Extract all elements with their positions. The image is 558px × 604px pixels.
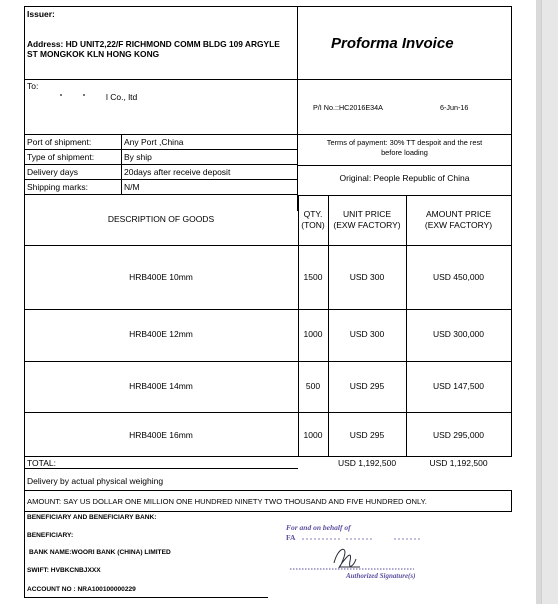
item-description: HRB400E 14mm	[129, 381, 193, 391]
company-stamp	[282, 519, 442, 585]
field-value: By ship	[124, 152, 152, 162]
item-unit-price: USD 300	[349, 272, 385, 282]
item-unit-price: USD 295	[349, 381, 385, 391]
header-amount: AMOUNT PRICE	[425, 209, 492, 219]
field-label: Delivery days	[27, 167, 79, 177]
total-unit-price: USD 1,192,500	[337, 458, 397, 468]
origin: Original: People Republic of China	[339, 173, 470, 183]
field-label: Port of shipment:	[27, 137, 92, 147]
pi-number: P/I No.::HC2016E34A	[313, 103, 383, 112]
item-amount: USD 295,000	[432, 430, 485, 440]
header-qty: QTY.	[303, 209, 323, 219]
total-label: TOTAL:	[27, 458, 56, 468]
redaction-dot	[60, 94, 62, 96]
item-qty: 1000	[303, 430, 323, 440]
invoice-date: 6-Jun-16	[440, 103, 469, 112]
item-unit-price: USD 300	[349, 329, 385, 339]
item-unit-price: USD 295	[349, 430, 385, 440]
to-label: To:	[27, 81, 39, 91]
payment-terms: Terms of payment: 30% TT despoit and the rest	[326, 138, 483, 147]
issuer-address: Address: HD UNIT2,22/F RICHMOND COMM BLDG 109 ARGYLE	[27, 39, 280, 49]
payment-terms-2: before loading	[381, 148, 428, 157]
redaction-dot	[83, 94, 85, 96]
header-unit-price-basis: (EXW FACTORY)	[333, 220, 401, 230]
sheet-edge	[541, 0, 558, 604]
field-label: Shipping marks:	[27, 182, 88, 192]
total-amount: USD 1,192,500	[429, 458, 488, 468]
header-qty-unit: (TON)	[301, 220, 325, 230]
item-description: HRB400E 16mm	[129, 430, 193, 440]
beneficiary-label: BENEFICIARY:	[27, 532, 74, 539]
issuer-label: Issuer:	[27, 9, 55, 19]
field-value: N/M	[124, 182, 140, 192]
field-value: 20days after receive deposit	[124, 167, 231, 177]
to-company: l Co., ltd	[106, 92, 138, 102]
svg-text:Authorized Signature(s): Authorized Signature(s)	[346, 572, 416, 580]
item-amount: USD 147,500	[432, 381, 485, 391]
header-description: DESCRIPTION OF GOODS	[107, 214, 215, 224]
document-title: Proforma Invoice	[331, 35, 454, 52]
header-amount-basis: (EXW FACTORY)	[424, 220, 493, 230]
item-description: HRB400E 10mm	[129, 272, 193, 282]
item-qty: 1500	[303, 272, 323, 282]
field-label: Type of shipment:	[27, 152, 95, 162]
issuer-address-2: ST MONGKOK KLN HONG KONG	[27, 49, 160, 59]
item-description: HRB400E 12mm	[129, 329, 193, 339]
bank-heading: BENEFICIARY AND BENEFICIARY BANK:	[27, 514, 157, 521]
item-qty: 1000	[303, 329, 323, 339]
amount-in-words: AMOUNT: SAY US DOLLAR ONE MILLION ONE HUNDRED NINETY TWO THOUSAND AND FIVE HUNDRED ONLY.	[27, 497, 427, 506]
field-value: Any Port ,China	[124, 137, 184, 147]
item-amount: USD 450,000	[432, 272, 485, 282]
item-amount: USD 300,000	[432, 329, 485, 339]
delivery-note: Delivery by actual physical weighing	[27, 476, 164, 486]
svg-text:FA: FA	[286, 533, 296, 542]
swift-code: SWIFT: HVBKCNBJXXX	[27, 567, 101, 574]
bank-name: BANK NAME:WOORI BANK (CHINA) LIMITED	[29, 549, 171, 556]
svg-text:For and on behalf of: For and on behalf of	[286, 523, 351, 532]
header-unit-price: UNIT PRICE	[342, 209, 392, 219]
item-qty: 500	[305, 381, 321, 391]
account-number: ACCOUNT NO : NRA100100000229	[27, 586, 136, 593]
